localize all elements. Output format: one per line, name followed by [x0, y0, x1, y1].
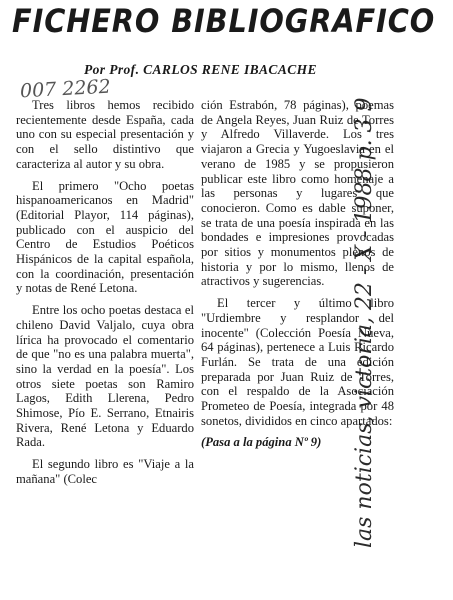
paragraph: El tercer y último libro "Urdiembre y resplandor del inocente" (Colección Poesía Nueva, 64 páginas), pertenece a Luis Ricardo Furlán. Se trata de una edición preparada por Juan Ruiz de Torres, con el respaldo de la Asociación Prometeo de Poesía, integrada por 48 sonetos, divididos en cinco apartados: [201, 296, 394, 428]
article-column-left [16, 98, 194, 494]
article-column-right [201, 98, 394, 457]
paragraph: Entre los ocho poetas destaca el chileno David Valjalo, cuya obra lírica ha provocado el comentario de que "no es una palabra muerta", sino la verdad en la poesía". Los otros siete poetas son Ramiro Lagos, Edith Llerena, Pedro Shimose, Pío E. Serrano, Etnairis Rivera, René Letona y Eduardo Rada. [16, 303, 194, 450]
continuation-note: (Pasa a la página Nº 9) [201, 435, 322, 450]
page-title: FICHERO BIBLIOGRAFICO [12, 2, 436, 40]
paragraph: Tres libros hemos recibido recientemente desde España, cada uno con su especial presentación y con el sello distintivo que caracteriza al autor y su obra. [16, 98, 194, 171]
handwritten-source-note: las noticias, victoria, 22 - X - 1988 p. 3 9 [352, 97, 377, 548]
paragraph: El primero "Ocho poetas hispanoamericanos en Madrid" (Editorial Playor, 114 páginas), publicado con el auspicio del Centro de Estudios Poéticos Hispánicos de la capital española, con la coordinación, presentación y notas de René Letona. [16, 178, 194, 296]
author-byline: Por Prof. CARLOS RENE IBACACHE [84, 62, 317, 77]
paragraph: ción Estrabón, 78 páginas), poemas de Angela Reyes, Juan Ruiz de Torres y Alfredo Villaverde. Los tres viajaron a Grecia y Yugoeslavia en el verano de 1985 y se propusieron publicar este libro como homenaje a las personas y lugares que conocieron. Como es dable suponer, se trata de una poesía inspirada en las bondades e impresiones provocadas por sitios y monumentos plenos de historia y por lo mismo, llenos de atractivos y sugerencias. [201, 98, 394, 289]
paragraph: El segundo libro es "Viaje a la mañana" (Colec [16, 457, 194, 486]
handwritten-catalog-number: 007 2262 [19, 75, 112, 103]
